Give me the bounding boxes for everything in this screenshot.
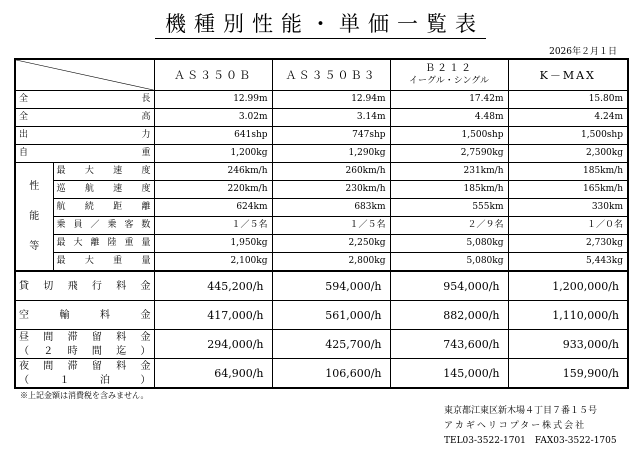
perf-group-label: 性 能 等 xyxy=(15,163,53,272)
row-label: 全 高 xyxy=(15,109,154,127)
value-cell: 641shp xyxy=(154,127,272,145)
value-cell: 260km/h xyxy=(272,163,390,181)
row-label: 最 大 速 度 xyxy=(53,163,154,181)
value-cell: 5,443kg xyxy=(508,253,628,272)
value-cell: 561,000/h xyxy=(272,301,390,330)
value-cell: 330km xyxy=(508,199,628,217)
value-cell: １／５名 xyxy=(154,217,272,235)
value-cell: 2,100kg xyxy=(154,253,272,272)
perf-row xyxy=(15,199,628,217)
value-cell: 2,250kg xyxy=(272,235,390,253)
spec-row xyxy=(15,109,628,127)
value-cell: １／０名 xyxy=(508,217,628,235)
company-contact: TEL03-3522-1701 FAX03-3522-1705 xyxy=(444,436,617,446)
value-cell: 231km/h xyxy=(390,163,508,181)
value-cell: 3.14m xyxy=(272,109,390,127)
value-cell: 5,080kg xyxy=(390,235,508,253)
value-cell: 230km/h xyxy=(272,181,390,199)
value-cell: 2,800kg xyxy=(272,253,390,272)
value-cell: 145,000/h xyxy=(390,359,508,389)
price-row xyxy=(15,301,628,330)
row-label: 空 輸 料 金 xyxy=(15,301,154,330)
value-cell: 743,600/h xyxy=(390,330,508,359)
value-cell: 15.80m xyxy=(508,91,628,109)
value-cell: 933,000/h xyxy=(508,330,628,359)
row-label: 夜 間 滞 留 料 金 （ １ 泊 ） xyxy=(15,359,154,389)
company-info xyxy=(444,404,617,449)
value-cell: 417,000/h xyxy=(154,301,272,330)
model-header: ＡＳ３５０Ｂ xyxy=(154,59,272,91)
value-cell: ２／９名 xyxy=(390,217,508,235)
price-row xyxy=(15,330,628,359)
value-cell: 165km/h xyxy=(508,181,628,199)
perf-row xyxy=(15,181,628,199)
row-label: 自 重 xyxy=(15,145,154,163)
value-cell: 4.24m xyxy=(508,109,628,127)
value-cell: 220km/h xyxy=(154,181,272,199)
value-cell: 882,000/h xyxy=(390,301,508,330)
spec-row xyxy=(15,145,628,163)
company-address: 東京都江東区新木場４丁目７番１５号 xyxy=(444,406,598,416)
value-cell: 1,110,000/h xyxy=(508,301,628,330)
value-cell: 246km/h xyxy=(154,163,272,181)
price-row xyxy=(15,359,628,389)
value-cell: 185km/h xyxy=(508,163,628,181)
row-label: 乗 員 ／ 乗 客 数 xyxy=(53,217,154,235)
perf-row xyxy=(15,253,628,272)
value-cell: 2,300kg xyxy=(508,145,628,163)
value-cell: 17.42m xyxy=(390,91,508,109)
value-cell: 624km xyxy=(154,199,272,217)
value-cell: 747shp xyxy=(272,127,390,145)
spec-row xyxy=(15,91,628,109)
row-label: 出 力 xyxy=(15,127,154,145)
value-cell: 3.02m xyxy=(154,109,272,127)
price-row xyxy=(15,271,628,301)
value-cell: 185km/h xyxy=(390,181,508,199)
value-cell: 1,290kg xyxy=(272,145,390,163)
value-cell: 1,200kg xyxy=(154,145,272,163)
value-cell: 2,730kg xyxy=(508,235,628,253)
value-cell: 555km xyxy=(390,199,508,217)
value-cell: 12.99m xyxy=(154,91,272,109)
row-label: 最 大 重 量 xyxy=(53,253,154,272)
value-cell: １／５名 xyxy=(272,217,390,235)
value-cell: 106,600/h xyxy=(272,359,390,389)
row-label: 航 続 距 離 xyxy=(53,199,154,217)
value-cell: 294,000/h xyxy=(154,330,272,359)
corner-cell xyxy=(15,59,154,91)
page-title: 機種別性能・単価一覧表 xyxy=(0,8,641,38)
perf-row xyxy=(15,217,628,235)
value-cell: 1,500shp xyxy=(508,127,628,145)
spec-price-table xyxy=(14,58,629,389)
value-cell: 1,950kg xyxy=(154,235,272,253)
row-label: 巡 航 速 度 xyxy=(53,181,154,199)
value-cell: 159,900/h xyxy=(508,359,628,389)
value-cell: 425,700/h xyxy=(272,330,390,359)
company-name: アカギヘリコプター株式会社 xyxy=(444,421,587,431)
row-label: 最 大 離 陸 重 量 xyxy=(53,235,154,253)
value-cell: 954,000/h xyxy=(390,271,508,301)
value-cell: 1,500shp xyxy=(390,127,508,145)
tax-note: ※上記金額は消費税を含みません。 xyxy=(20,391,149,400)
value-cell: 1,200,000/h xyxy=(508,271,628,301)
header-row xyxy=(15,59,628,91)
perf-row xyxy=(15,235,628,253)
model-header: K－MAX xyxy=(508,59,628,91)
value-cell: 2,7590kg xyxy=(390,145,508,163)
document-date: 2026年２月１日 xyxy=(549,47,617,57)
value-cell: 594,000/h xyxy=(272,271,390,301)
row-label: 全 長 xyxy=(15,91,154,109)
model-header: ＡＳ３５０Ｂ３ xyxy=(272,59,390,91)
value-cell: 445,200/h xyxy=(154,271,272,301)
value-cell: 683km xyxy=(272,199,390,217)
value-cell: 4.48m xyxy=(390,109,508,127)
row-label: 貸 切 飛 行 料 金 xyxy=(15,271,154,301)
model-header: Ｂ２１２ イーグル・シングル xyxy=(390,59,508,91)
value-cell: 12.94m xyxy=(272,91,390,109)
value-cell: 5,080kg xyxy=(390,253,508,272)
spec-row xyxy=(15,127,628,145)
row-label: 昼 間 滞 留 料 金 （ ２ 時 間 迄 ） xyxy=(15,330,154,359)
value-cell: 64,900/h xyxy=(154,359,272,389)
perf-row xyxy=(15,163,628,181)
